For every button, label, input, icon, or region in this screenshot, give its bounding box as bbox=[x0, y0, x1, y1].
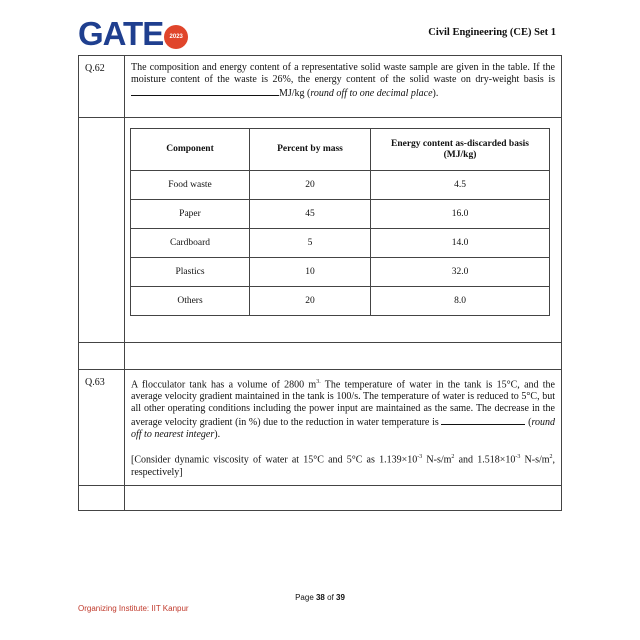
note-part: and 1.518×10 bbox=[454, 454, 516, 466]
cell-component: Paper bbox=[131, 200, 250, 229]
cell-energy: 4.5 bbox=[371, 171, 550, 200]
q62-table-row bbox=[79, 118, 561, 343]
empty-row bbox=[79, 486, 561, 512]
cell-energy: 14.0 bbox=[371, 229, 550, 258]
q62-number: Q.62 bbox=[85, 63, 105, 74]
logo-year-badge: 2023 bbox=[164, 25, 188, 49]
q63-number: Q.63 bbox=[85, 377, 105, 388]
page-current: 38 bbox=[315, 593, 325, 602]
q63-statement-a: A flocculator tank has a volume of 2800 m bbox=[131, 379, 317, 391]
table-row bbox=[131, 200, 550, 229]
note-sup: 2 bbox=[451, 454, 455, 461]
q62-unit: MJ/kg ( bbox=[279, 88, 311, 99]
cell-component: Plastics bbox=[131, 258, 250, 287]
note-part: , respectively] bbox=[131, 454, 556, 478]
q62-statement: The composition and energy content of a representative solid waste sample are given in the table. If the moisture content of the waste is 26%, the energy content of the solid waste on dry-weight basis is bbox=[131, 62, 555, 85]
cell-energy: 32.0 bbox=[371, 258, 550, 287]
q63-answer-blank bbox=[441, 415, 525, 425]
cell-percent: 20 bbox=[250, 171, 371, 200]
page-of: of bbox=[324, 593, 337, 602]
page-prefix: Page bbox=[295, 593, 316, 602]
cell-percent: 10 bbox=[250, 258, 371, 287]
table-row bbox=[131, 229, 550, 258]
cell-percent: 5 bbox=[250, 229, 371, 258]
note-part: N-s/m bbox=[422, 454, 452, 466]
note-sup: -3 bbox=[417, 454, 423, 461]
cell-percent: 45 bbox=[250, 200, 371, 229]
cell-percent: 20 bbox=[250, 287, 371, 316]
q63-statement-b: The temperature of water in the tank is 15°C, and the average velocity gradient maintained in the tank is 100/s. The temperature of water is reduced to 5°C, but all other operating conditions including the power input are maintained as the same. The decrease in the average velocity gradient (in %) due to the reduction in water temperature is bbox=[131, 379, 555, 429]
organizing-institute: Organizing Institute: IIT Kanpur bbox=[78, 604, 189, 613]
cell-energy: 16.0 bbox=[371, 200, 550, 229]
table-row bbox=[131, 287, 550, 316]
table-row bbox=[131, 171, 550, 200]
header-percent: Percent by mass bbox=[250, 129, 371, 171]
spacer-row bbox=[79, 343, 561, 370]
table-row bbox=[131, 258, 550, 287]
table-header-row bbox=[131, 129, 550, 171]
q63-text: A flocculator tank has a volume of 2800 $m^{3.}$ The temperature of water in the tank is 15°C, and the average velocity gradient maintained in the tank is 100/s. The temperature of water is reduced to 5°C, but all other operating conditions including the power input are maintained as the same. The decrease in the average velocity gradient (in %) due to the reduction in water temperature is (round off to nearest integer). [Consider dynamic viscosity of water at 15°C and 5°C as $1.139\times 10^{-3}$ $N-s/m^2$ and $1.518\times 10^{-3}$ $N-s/m^2$, respectively] bbox=[131, 379, 556, 478]
page-total: 39 bbox=[336, 593, 345, 602]
q62-text-row bbox=[79, 56, 561, 118]
q63-sup: 3. bbox=[316, 379, 321, 385]
note-sup: 2 bbox=[549, 454, 553, 461]
cell-energy: 8.0 bbox=[371, 287, 550, 316]
gate-logo bbox=[78, 16, 188, 50]
q62-answer-blank bbox=[131, 86, 279, 96]
q63-round-note: round off to nearest integer bbox=[131, 417, 555, 441]
paper-set-title: Civil Engineering (CE) Set 1 bbox=[428, 27, 556, 38]
note-part: [Consider dynamic viscosity of water at 15°C and 5°C as 1.139×10 bbox=[131, 454, 418, 466]
q62-close: ). bbox=[432, 88, 439, 99]
page-number bbox=[0, 593, 640, 602]
note-sup: -3 bbox=[515, 454, 521, 461]
q62-round-note: round off to one decimal place bbox=[310, 88, 433, 99]
logo-text: GATE bbox=[78, 14, 164, 52]
header-component: Component bbox=[131, 129, 250, 171]
q62-text bbox=[131, 62, 555, 100]
header-energy: Energy content as-discarded basis (MJ/kg) bbox=[371, 129, 550, 171]
cell-component: Others bbox=[131, 287, 250, 316]
energy-content-table bbox=[130, 128, 550, 316]
q63-text-row bbox=[79, 370, 561, 486]
cell-component: Food waste bbox=[131, 171, 250, 200]
q63-note bbox=[131, 451, 555, 478]
note-part: N-s/m bbox=[520, 454, 550, 466]
cell-component: Cardboard bbox=[131, 229, 250, 258]
question-table bbox=[78, 55, 562, 511]
